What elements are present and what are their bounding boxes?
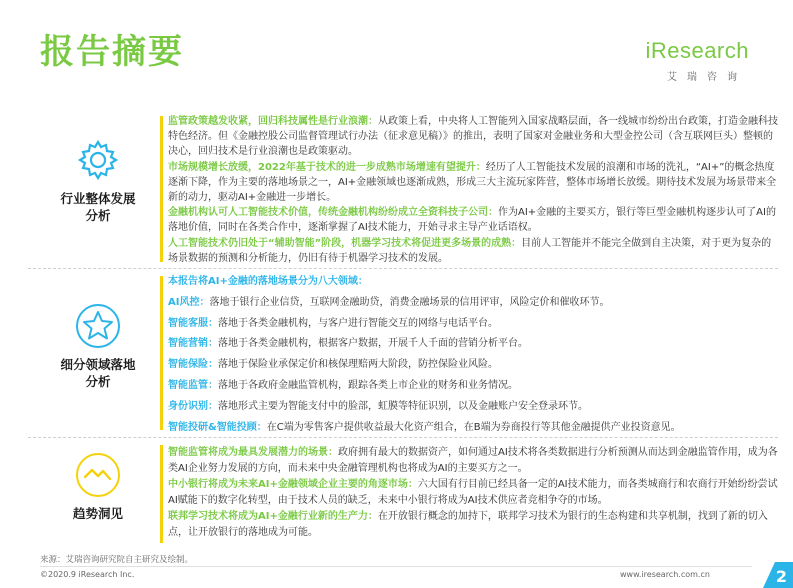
trend-icon [74,451,122,499]
section-label-line2: 分析 [85,208,111,223]
section-icon-block [28,451,168,522]
source-note: 来源：艾瑞咨询研究院自主研究及绘制。 [40,555,194,565]
item-name: 智能营销： [168,338,218,350]
list-item [168,420,778,435]
section-trend-insight [28,443,778,547]
footer-divider [40,566,752,567]
item-text: 在C端为零售客户提供收益最大化资产组合，在B端为券商投行等其他金融提供产业投资意见。 [266,421,681,433]
list-item [168,295,778,310]
yellow-divider [160,445,163,543]
section-icon-block [28,302,168,390]
section-body [168,114,778,266]
item-text: 落地于银行企业信贷，互联网金融助贷，消费金融场景的信用评审，风险定价和催收环节。 [209,296,610,308]
section-separator [28,268,778,269]
yellow-divider [160,116,163,262]
item-name: 智能保险： [168,359,218,371]
page-title: 报告摘要 [40,32,184,72]
paragraph [168,509,778,541]
item-name: 智能监管： [168,379,218,391]
list-item [168,336,778,351]
list-item [168,316,778,331]
item-name: 智能投研&智能投顾： [168,421,267,433]
section-segment-analysis [28,274,778,434]
section-separator [28,437,778,438]
section-intro: 本报告将AI+金融的落地场景分为八大领域： [168,276,368,287]
list-item [168,399,778,414]
paragraph-highlight: 联邦学习技术将成为AI+金融行业新的生产力： [168,511,378,522]
star-icon [74,302,122,350]
paragraph-text: 六大国有行目前已经具备一定的AI技术能力，而各类城商行和农商行开始纷纷尝试AI赋能下的数字化转型，由于技术人员的缺乏，未来中小银行将成为AI技术供应者竞相争夺的市场。 [168,479,778,506]
item-name: 身份识别： [168,400,218,412]
footer-website[interactable]: www.iresearch.com.cn [620,570,710,579]
paragraph-text: 政府拥有最大的数据资产，如何通过AI技术将各类数据进行分析预测从而达到金融监管作用，成为各类AI企业努力发展的方向，而未来中央金融管理机构也将成为AI的主要买方之一。 [168,447,778,474]
item-text: 落地于各类金融机构，根据客户数据，开展千人千面的营销分析平台。 [218,338,528,350]
section-label [28,356,168,390]
paragraph-highlight: 监管政策越发收紧，回归科技属性是行业浪潮： [168,116,378,127]
section-body [168,274,778,440]
paragraph-text: 作为AI+金融的主要买方，银行等巨型金融机构逐步认可了AI的落地价值，同时在各类合作中，逐渐掌握了AI技术能力，开始寻求主导产业话语权。 [168,207,776,234]
item-text: 落地于各类金融机构，与客户进行智能交互的网络与电话平台。 [218,317,498,329]
paragraph [168,477,778,509]
section-label-line1: 行业整体发展 [60,191,136,206]
section-icon-block [28,136,168,224]
section-label-line1: 细分领域落地 [60,357,136,372]
paragraph-text: 经历了人工智能技术发展的浪潮和市场的洗礼，“AI+”的概念热度逐渐下降，作为主要的落地场景之一，AI+金融领域也逐渐成熟，形成三大主流玩家阵营，整体市场增长放缓。期待技术发展为场景带来全新的动力，驱动AI+金融进一步增长。 [168,161,777,204]
paragraph-highlight: 市场规模增长放缓，2022年基于技术的进一步成熟市场增速有望提升： [168,161,486,173]
logo-subtext: 艾瑞咨询 [667,72,747,83]
paragraph-highlight: 人工智能技术仍旧处于“辅助智能”阶段，机器学习技术将促进更多场景的成熟： [168,237,522,249]
section-label-line2: 分析 [85,374,111,389]
item-text: 落地于保险业承保定价和核保理赔两大阶段，防控保险业风险。 [218,359,498,371]
paragraph-highlight: 中小银行将成为未来AI+金融领域企业主要的角逐市场： [168,479,418,490]
section-label-line1: 趋势洞见 [72,506,123,521]
paragraph-text: 在开放银行概念的加持下，联邦学习技术为银行的生态构建和共享机制，找到了新的切入点，让开放银行的落地成为可能。 [168,511,768,538]
paragraph [168,160,778,206]
logo-text: iResearch [645,38,749,63]
item-text: 落地于各政府金融监管机构，跟踪各类上市企业的财务和业务情况。 [218,379,518,391]
item-name: AI风控： [168,296,210,308]
paragraph [168,114,778,160]
item-text: 落地形式主要为智能支付中的脸部，虹膜等特征识别，以及金融账户安全登录环节。 [218,400,588,412]
gear-icon [74,136,122,184]
paragraph [168,236,778,266]
paragraph-highlight: 金融机构认可人工智能技术价值，传统金融机构纷纷成立全资科技子公司： [168,207,498,219]
section-industry-analysis [28,112,778,264]
list-item [168,357,778,372]
paragraph [168,205,778,235]
section-label [28,505,168,522]
paragraph-highlight: 智能监管将成为最具发展潜力的场景： [168,447,338,458]
paragraph-text: 目前人工智能并不能完全做到自主决策，对于更为复杂的场景数据的预测和分析能力，仍旧有待于机器学习技术的发展。 [168,237,772,264]
footer-copyright: ©2020.9 iResearch Inc. [40,570,135,579]
page-number: 2 [775,567,787,586]
iresearch-logo [639,38,749,88]
list-item [168,378,778,393]
paragraph-text: 从政策上看，中央将人工智能列入国家战略层面，各一线城市纷纷出台政策，打造金融科技特色经济。但《金融控股公司监督管理试行办法（征求意见稿）》的推出，表明了国家对金融业务和大型金控公司（含互联网巨头）整顿的决心，回归技术是行业浪潮也是政策驱动。 [168,116,778,158]
item-name: 智能客服： [168,317,218,329]
section-body [168,445,778,541]
section-label [28,190,168,224]
yellow-divider [160,276,163,430]
paragraph [168,445,778,477]
